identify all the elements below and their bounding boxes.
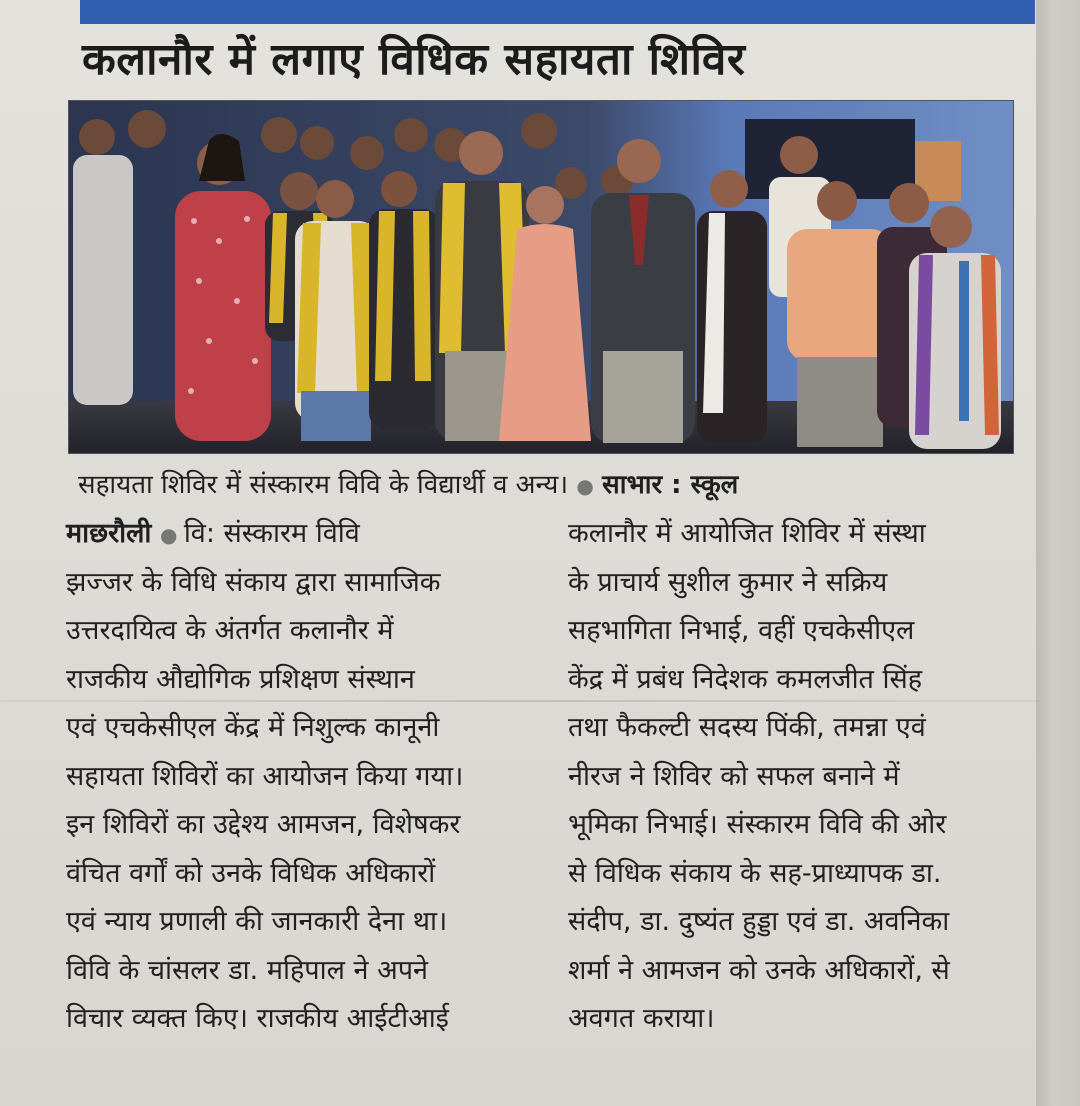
article-line: इन शिविरों का उद्देश्य आमजन, विशेषकर (66, 809, 461, 840)
article-line: एवं एचकेसीएल केंद्र में निशुल्क कानूनी (66, 712, 440, 743)
headline: कलानौर में लगाए विधिक सहायता शिविर (82, 34, 746, 85)
article-line-text: वि: संस्कारम विवि (183, 518, 360, 549)
article-line: विचार व्यक्त किए। राजकीय आईटीआई (66, 1003, 449, 1034)
article-line: सहभागिता निभाई, वहीं एचकेसीएल (568, 615, 915, 646)
caption-credit: साभार : स्कूल (602, 470, 739, 500)
article-line: सहायता शिविरों का आयोजन किया गया। (66, 760, 464, 792)
article-column-left (66, 510, 536, 1044)
article-line: शर्मा ने आमजन को उनके अधिकारों, से (568, 954, 950, 986)
dateline-bullet: ● (160, 523, 184, 547)
section-header-strip (80, 0, 1035, 24)
article-line: के प्राचार्य सुशील कुमार ने सक्रिय (568, 566, 888, 598)
article-line: वंचित वर्गों को उनके विधिक अधिकारों (66, 857, 436, 889)
article-line (66, 510, 536, 559)
article-line: अवगत कराया। (568, 1003, 715, 1034)
article-column-right (568, 510, 1038, 1044)
article-line: कलानौर में आयोजित शिविर में संस्था (568, 518, 926, 549)
article-line: उत्तरदायित्व के अंतर्गत कलानौर में (66, 615, 394, 646)
article-line: संदीप, डा. दुष्यंत हुड्डा एवं डा. अवनिका (568, 906, 950, 937)
article-line: राजकीय औद्योगिक प्रशिक्षण संस्थान (66, 663, 415, 695)
caption-text: सहायता शिविर में संस्कारम विवि के विद्यार्थी व अन्य। (78, 470, 569, 500)
group-photo (68, 100, 1014, 454)
article-line: विवि के चांसलर डा. महिपाल ने अपने (66, 954, 429, 986)
article-line: केंद्र में प्रबंध निदेशक कमलजीत सिंह (568, 663, 923, 695)
article-line: तथा फैकल्टी सदस्य पिंकी, तमन्ना एवं (568, 712, 926, 743)
photo-caption (78, 462, 1038, 509)
caption-bullet: ● (576, 474, 594, 498)
article-line: भूमिका निभाई। संस्कारम विवि की ओर (568, 809, 947, 840)
article-line: एवं न्याय प्रणाली की जानकारी देना था। (66, 906, 448, 937)
article-line: नीरज ने शिविर को सफल बनाने में (568, 760, 900, 792)
article-line: झज्जर के विधि संकाय द्वारा सामाजिक (66, 566, 441, 598)
article-line: से विधिक संकाय के सह-प्राध्यापक डा. (568, 857, 942, 889)
paper-edge (1036, 0, 1080, 1106)
article-dateline: माछरौली (66, 518, 152, 549)
group-photo-illustration (69, 101, 1013, 453)
